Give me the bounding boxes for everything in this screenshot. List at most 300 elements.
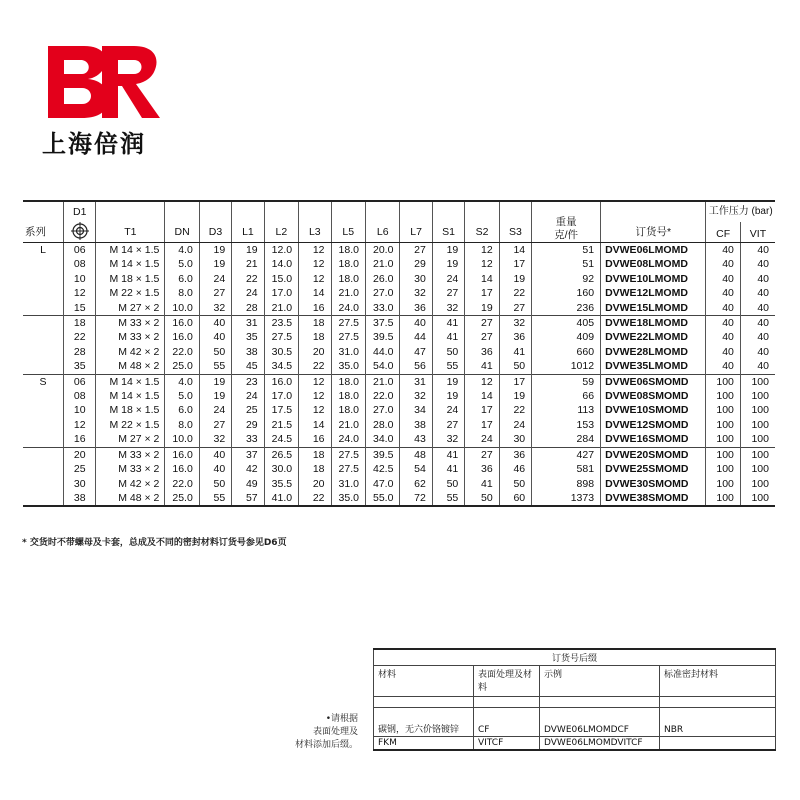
weight-cell: 427 [532, 447, 601, 462]
l6-cell: 55.0 [365, 491, 399, 506]
l5-cell: 18.0 [331, 374, 365, 389]
spec-table-body [23, 243, 775, 507]
cf-pressure-cell: 40 [706, 316, 740, 331]
s3-cell: 46 [499, 462, 531, 476]
l2-cell: 30.5 [264, 345, 298, 359]
vit-pressure-cell: 100 [740, 447, 775, 462]
table-row [23, 477, 775, 491]
l1-cell: 21 [232, 257, 264, 271]
t1-cell: M 14 × 1.5 [96, 257, 165, 271]
l2-cell: 21.0 [264, 301, 298, 316]
weight-cell: 113 [532, 403, 601, 417]
l5-cell: 21.0 [331, 418, 365, 432]
weight-cell: 51 [532, 243, 601, 258]
cf-pressure-cell: 100 [706, 403, 740, 417]
dn-cell: 4.0 [165, 374, 199, 389]
vit-pressure-cell: 40 [740, 359, 775, 374]
weight-cell: 59 [532, 374, 601, 389]
series-cell [23, 345, 64, 359]
l7-cell: 38 [400, 418, 432, 432]
company-logo [30, 38, 180, 158]
d3-cell: 32 [199, 301, 231, 316]
l3-cell: 14 [299, 286, 331, 300]
col-pressure: 工作压力 (bar) [706, 201, 775, 222]
s1-cell: 24 [432, 403, 464, 417]
weight-cell: 581 [532, 462, 601, 476]
footnote: * 交货时不带螺母及卡套，总成及不同的密封材料订货号参见D6页 [22, 538, 287, 548]
d3-cell: 19 [199, 243, 231, 258]
table-row [23, 403, 775, 417]
cf-pressure-cell: 100 [706, 418, 740, 432]
l7-cell: 72 [400, 491, 432, 506]
br-logo-icon [38, 38, 163, 123]
col-l2: L2 [264, 201, 298, 243]
t1-cell: M 33 × 2 [96, 316, 165, 331]
suffix-material: FKM [374, 737, 474, 751]
cf-pressure-cell: 40 [706, 301, 740, 316]
s2-cell: 41 [465, 359, 499, 374]
d3-cell: 19 [199, 389, 231, 403]
s1-cell: 19 [432, 243, 464, 258]
l1-cell: 37 [232, 447, 264, 462]
suffix-row [374, 708, 776, 737]
l6-cell: 39.5 [365, 330, 399, 344]
t1-cell: M 18 × 1.5 [96, 272, 165, 286]
s1-cell: 27 [432, 286, 464, 300]
order-no-cell: DVWE10SMOMD [601, 403, 706, 417]
s3-cell: 32 [499, 316, 531, 331]
l2-cell: 12.0 [264, 243, 298, 258]
t1-cell: M 33 × 2 [96, 462, 165, 476]
l3-cell: 12 [299, 374, 331, 389]
cf-pressure-cell: 40 [706, 257, 740, 271]
l6-cell: 34.0 [365, 432, 399, 447]
d1-cell: 22 [64, 330, 96, 344]
series-cell: L [40, 244, 46, 256]
table-row [23, 257, 775, 271]
d3-cell: 55 [199, 491, 231, 506]
series-cell [23, 491, 64, 506]
dn-cell: 16.0 [165, 447, 199, 462]
series-cell [23, 316, 64, 331]
s2-cell: 12 [465, 257, 499, 271]
suffix-material: 碳钢，无六价铬镀锌 [374, 708, 474, 737]
l3-cell: 18 [299, 330, 331, 344]
col-s2: S2 [465, 201, 499, 243]
d3-cell: 55 [199, 359, 231, 374]
cf-pressure-cell: 40 [706, 272, 740, 286]
table-row [23, 418, 775, 432]
d3-cell: 40 [199, 462, 231, 476]
vit-pressure-cell: 100 [740, 374, 775, 389]
d3-cell: 27 [199, 286, 231, 300]
order-no-cell: DVWE28LMOMD [601, 345, 706, 359]
d1-cell: 16 [64, 432, 96, 447]
cf-pressure-cell: 100 [706, 491, 740, 506]
cf-pressure-cell: 40 [706, 243, 740, 258]
l5-cell: 18.0 [331, 389, 365, 403]
l5-cell: 27.5 [331, 330, 365, 344]
l2-cell: 17.0 [264, 286, 298, 300]
l5-cell: 18.0 [331, 257, 365, 271]
l1-cell: 31 [232, 316, 264, 331]
l3-cell: 22 [299, 491, 331, 506]
l3-cell: 12 [299, 257, 331, 271]
l7-cell: 40 [400, 316, 432, 331]
weight-cell: 284 [532, 432, 601, 447]
order-no-cell: DVWE12SMOMD [601, 418, 706, 432]
dn-cell: 16.0 [165, 316, 199, 331]
s3-cell: 14 [499, 243, 531, 258]
dn-cell: 8.0 [165, 418, 199, 432]
logo-caption: 上海倍润 [42, 130, 146, 158]
suffix-col-seal: 标准密封材料 [660, 666, 776, 697]
d1-cell: 10 [64, 403, 96, 417]
d1-cell: 18 [64, 316, 96, 331]
weight-unit-label: 克/件 [554, 229, 579, 241]
s2-cell: 36 [465, 462, 499, 476]
s3-cell: 19 [499, 389, 531, 403]
col-l7: L7 [400, 201, 432, 243]
table-row [23, 286, 775, 300]
d1-cell: 25 [64, 462, 96, 476]
l6-cell: 27.0 [365, 403, 399, 417]
s1-cell: 41 [432, 447, 464, 462]
weight-cell: 92 [532, 272, 601, 286]
l1-cell: 22 [232, 272, 264, 286]
suffix-surface: VITCF [474, 737, 540, 751]
d3-cell: 40 [199, 330, 231, 344]
cf-pressure-cell: 40 [706, 345, 740, 359]
l7-cell: 32 [400, 286, 432, 300]
l5-cell: 18.0 [331, 243, 365, 258]
suffix-note [276, 713, 358, 752]
suffix-col-surface: 表面处理及材料 [474, 666, 540, 697]
l1-cell: 29 [232, 418, 264, 432]
vit-pressure-cell: 100 [740, 462, 775, 476]
t1-cell: M 33 × 2 [96, 447, 165, 462]
d3-cell: 24 [199, 272, 231, 286]
d1-label: D1 [73, 206, 87, 218]
table-row [23, 243, 775, 258]
s2-cell: 41 [465, 477, 499, 491]
weight-label: 重量 [555, 216, 577, 228]
l3-cell: 16 [299, 432, 331, 447]
vit-pressure-cell: 100 [740, 389, 775, 403]
d1-cell: 06 [64, 374, 96, 389]
s1-cell: 55 [432, 491, 464, 506]
suffix-col-example: 示例 [540, 666, 660, 697]
dn-cell: 6.0 [165, 403, 199, 417]
l7-cell: 56 [400, 359, 432, 374]
s3-cell: 17 [499, 374, 531, 389]
vit-pressure-cell: 40 [740, 330, 775, 344]
weight-cell: 409 [532, 330, 601, 344]
order-no-cell: DVWE20SMOMD [601, 447, 706, 462]
l2-cell: 41.0 [264, 491, 298, 506]
l7-cell: 32 [400, 389, 432, 403]
s3-cell: 50 [499, 477, 531, 491]
l2-cell: 17.5 [264, 403, 298, 417]
d1-cell: 12 [64, 418, 96, 432]
col-d1 [64, 201, 96, 243]
l6-cell: 33.0 [365, 301, 399, 316]
table-row [23, 389, 775, 403]
series-cell [23, 462, 64, 476]
l2-cell: 24.5 [264, 432, 298, 447]
l6-cell: 21.0 [365, 257, 399, 271]
t1-cell: M 48 × 2 [96, 491, 165, 506]
vit-pressure-cell: 100 [740, 477, 775, 491]
l5-cell: 35.0 [331, 359, 365, 374]
l3-cell: 18 [299, 447, 331, 462]
l2-cell: 26.5 [264, 447, 298, 462]
spec-table [23, 200, 775, 507]
s1-cell: 24 [432, 272, 464, 286]
weight-cell: 153 [532, 418, 601, 432]
s2-cell: 12 [465, 243, 499, 258]
suffix-row [374, 737, 776, 751]
l5-cell: 21.0 [331, 286, 365, 300]
l2-cell: 30.0 [264, 462, 298, 476]
d3-cell: 50 [199, 477, 231, 491]
vit-pressure-cell: 40 [740, 272, 775, 286]
l5-cell: 27.5 [331, 462, 365, 476]
l6-cell: 47.0 [365, 477, 399, 491]
dn-cell: 5.0 [165, 257, 199, 271]
l7-cell: 54 [400, 462, 432, 476]
l1-cell: 57 [232, 491, 264, 506]
l6-cell: 22.0 [365, 389, 399, 403]
l2-cell: 17.0 [264, 389, 298, 403]
l1-cell: 23 [232, 374, 264, 389]
dn-cell: 5.0 [165, 389, 199, 403]
table-row [23, 447, 775, 462]
l5-cell: 18.0 [331, 403, 365, 417]
vit-pressure-cell: 100 [740, 432, 775, 447]
l2-cell: 27.5 [264, 330, 298, 344]
series-cell [23, 389, 64, 403]
l1-cell: 38 [232, 345, 264, 359]
suffix-example: DVWE06LMOMDVITCF [540, 737, 660, 751]
s1-cell: 55 [432, 359, 464, 374]
l2-cell: 14.0 [264, 257, 298, 271]
s2-cell: 14 [465, 272, 499, 286]
suffix-note-line1: •请根据 [325, 714, 358, 724]
dn-cell: 4.0 [165, 243, 199, 258]
s1-cell: 32 [432, 301, 464, 316]
table-row [23, 272, 775, 286]
col-l3: L3 [299, 201, 331, 243]
t1-cell: M 42 × 2 [96, 477, 165, 491]
col-d3: D3 [199, 201, 231, 243]
series-cell [23, 477, 64, 491]
s3-cell: 36 [499, 447, 531, 462]
s2-cell: 17 [465, 403, 499, 417]
series-cell [23, 432, 64, 447]
table-row [23, 374, 775, 389]
s3-cell: 50 [499, 359, 531, 374]
order-no-cell: DVWE35LMOMD [601, 359, 706, 374]
table-row [23, 359, 775, 374]
vit-pressure-cell: 40 [740, 316, 775, 331]
s3-cell: 41 [499, 345, 531, 359]
s1-cell: 32 [432, 432, 464, 447]
cf-pressure-cell: 40 [706, 359, 740, 374]
suffix-example: DVWE06LMOMDCF [540, 708, 660, 737]
l1-cell: 33 [232, 432, 264, 447]
vit-pressure-cell: 40 [740, 257, 775, 271]
l1-cell: 25 [232, 403, 264, 417]
t1-cell: M 22 × 1.5 [96, 418, 165, 432]
s2-cell: 36 [465, 345, 499, 359]
s2-cell: 27 [465, 330, 499, 344]
series-cell [23, 286, 64, 300]
order-no-cell: DVWE38SMOMD [601, 491, 706, 506]
l7-cell: 43 [400, 432, 432, 447]
l7-cell: 30 [400, 272, 432, 286]
weight-cell: 1012 [532, 359, 601, 374]
s1-cell: 19 [432, 374, 464, 389]
s3-cell: 36 [499, 330, 531, 344]
suffix-col-material: 材料 [374, 666, 474, 697]
dn-cell: 25.0 [165, 491, 199, 506]
d3-cell: 40 [199, 447, 231, 462]
vit-pressure-cell: 40 [740, 286, 775, 300]
d1-cell: 38 [64, 491, 96, 506]
dn-cell: 16.0 [165, 462, 199, 476]
s3-cell: 60 [499, 491, 531, 506]
weight-cell: 51 [532, 257, 601, 271]
t1-cell: M 18 × 1.5 [96, 403, 165, 417]
weight-cell: 66 [532, 389, 601, 403]
l1-cell: 35 [232, 330, 264, 344]
cf-pressure-cell: 100 [706, 374, 740, 389]
l3-cell: 18 [299, 462, 331, 476]
l3-cell: 12 [299, 243, 331, 258]
s1-cell: 41 [432, 462, 464, 476]
table-row [23, 330, 775, 344]
s2-cell: 50 [465, 491, 499, 506]
l2-cell: 16.0 [264, 374, 298, 389]
col-cf: CF [706, 222, 740, 243]
d1-cell: 06 [64, 243, 96, 258]
d1-cell: 10 [64, 272, 96, 286]
l5-cell: 24.0 [331, 301, 365, 316]
l6-cell: 39.5 [365, 447, 399, 462]
col-s3: S3 [499, 201, 531, 243]
s3-cell: 24 [499, 418, 531, 432]
order-no-cell: DVWE18LMOMD [601, 316, 706, 331]
suffix-seal [660, 737, 776, 751]
vit-pressure-cell: 40 [740, 301, 775, 316]
order-no-cell: DVWE06LMOMD [601, 243, 706, 258]
table-row [23, 316, 775, 331]
cf-pressure-cell: 100 [706, 447, 740, 462]
l3-cell: 12 [299, 272, 331, 286]
l6-cell: 21.0 [365, 374, 399, 389]
weight-cell: 405 [532, 316, 601, 331]
series-cell [23, 272, 64, 286]
d1-cell: 35 [64, 359, 96, 374]
d1-cell: 08 [64, 389, 96, 403]
l7-cell: 48 [400, 447, 432, 462]
table-row [23, 301, 775, 316]
d3-cell: 24 [199, 403, 231, 417]
weight-cell: 898 [532, 477, 601, 491]
suffix-table-title: 订货号后缀 [374, 649, 776, 666]
vit-pressure-cell: 40 [740, 243, 775, 258]
s2-cell: 12 [465, 374, 499, 389]
l7-cell: 34 [400, 403, 432, 417]
l5-cell: 31.0 [331, 345, 365, 359]
s1-cell: 41 [432, 330, 464, 344]
dn-cell: 10.0 [165, 432, 199, 447]
l2-cell: 34.5 [264, 359, 298, 374]
suffix-note-line3: 材料添加后缀。 [294, 740, 358, 750]
l1-cell: 49 [232, 477, 264, 491]
l7-cell: 47 [400, 345, 432, 359]
dn-cell: 25.0 [165, 359, 199, 374]
order-no-cell: DVWE16SMOMD [601, 432, 706, 447]
series-cell [23, 359, 64, 374]
d1-cell: 08 [64, 257, 96, 271]
l7-cell: 62 [400, 477, 432, 491]
d3-cell: 50 [199, 345, 231, 359]
l6-cell: 37.5 [365, 316, 399, 331]
l6-cell: 28.0 [365, 418, 399, 432]
l5-cell: 24.0 [331, 432, 365, 447]
order-no-cell: DVWE30SMOMD [601, 477, 706, 491]
s2-cell: 24 [465, 432, 499, 447]
t1-cell: M 33 × 2 [96, 330, 165, 344]
s2-cell: 14 [465, 389, 499, 403]
l7-cell: 36 [400, 301, 432, 316]
cf-pressure-cell: 100 [706, 462, 740, 476]
vit-pressure-cell: 100 [740, 418, 775, 432]
series-cell [23, 447, 64, 462]
suffix-surface: CF [474, 708, 540, 737]
s3-cell: 30 [499, 432, 531, 447]
l6-cell: 42.5 [365, 462, 399, 476]
d1-cell: 12 [64, 286, 96, 300]
weight-cell: 236 [532, 301, 601, 316]
l7-cell: 44 [400, 330, 432, 344]
t1-cell: M 22 × 1.5 [96, 286, 165, 300]
t1-cell: M 14 × 1.5 [96, 374, 165, 389]
suffix-note-line2: 表面处理及 [312, 727, 358, 737]
cf-pressure-cell: 100 [706, 432, 740, 447]
l3-cell: 22 [299, 359, 331, 374]
s3-cell: 22 [499, 286, 531, 300]
s3-cell: 17 [499, 257, 531, 271]
l3-cell: 12 [299, 403, 331, 417]
s2-cell: 17 [465, 418, 499, 432]
t1-cell: M 14 × 1.5 [96, 243, 165, 258]
col-order-no: 订货号* [601, 201, 706, 243]
series-cell [23, 330, 64, 344]
dn-cell: 22.0 [165, 477, 199, 491]
l5-cell: 31.0 [331, 477, 365, 491]
l3-cell: 12 [299, 389, 331, 403]
s3-cell: 22 [499, 403, 531, 417]
weight-cell: 660 [532, 345, 601, 359]
series-cell [23, 301, 64, 316]
order-no-cell: DVWE25SMOMD [601, 462, 706, 476]
order-no-cell: DVWE08SMOMD [601, 389, 706, 403]
table-row [23, 432, 775, 447]
l3-cell: 20 [299, 345, 331, 359]
